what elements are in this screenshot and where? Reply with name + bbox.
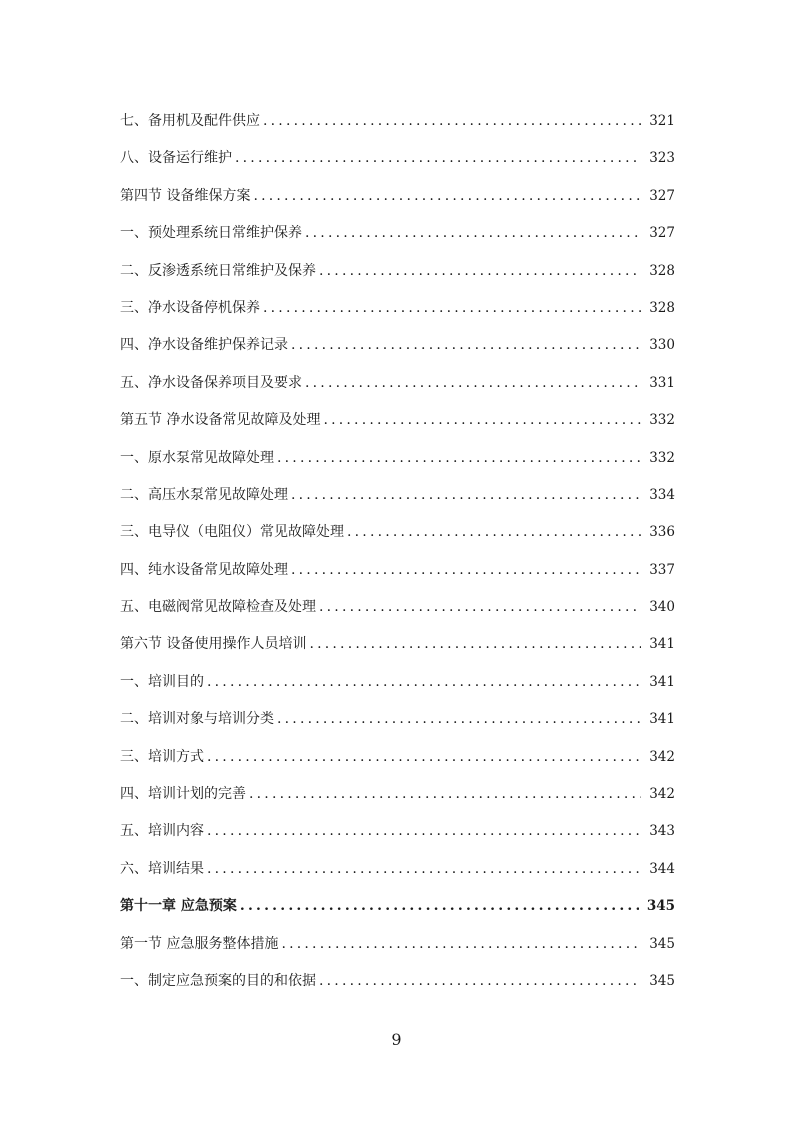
toc-entry-label: 四、纯水设备常见故障处理 bbox=[120, 561, 288, 578]
toc-entry-page: 321 bbox=[649, 113, 675, 129]
toc-entry[interactable] bbox=[120, 931, 675, 968]
toc-entry[interactable] bbox=[120, 258, 675, 295]
dot-leader bbox=[320, 407, 641, 433]
dot-leader bbox=[204, 744, 641, 770]
toc-entry[interactable] bbox=[120, 594, 675, 631]
dot-leader bbox=[316, 594, 641, 620]
toc-entry[interactable] bbox=[120, 781, 675, 818]
toc-entry-page: 328 bbox=[649, 299, 675, 316]
dot-leader bbox=[302, 220, 641, 246]
toc-entry[interactable] bbox=[120, 220, 675, 257]
dot-leader bbox=[288, 557, 641, 583]
dot-leader bbox=[204, 669, 641, 695]
page-number: 9 bbox=[391, 1030, 402, 1049]
dot-leader bbox=[260, 295, 641, 321]
dot-leader bbox=[288, 482, 641, 508]
dot-leader bbox=[288, 332, 641, 358]
toc-entry-page: 332 bbox=[649, 412, 675, 429]
toc-entry-chapter[interactable] bbox=[120, 893, 675, 930]
dot-leader bbox=[278, 931, 641, 957]
toc-entry-label: 第十一章 应急预案 bbox=[120, 898, 237, 915]
toc-entry-label: 第五节 净水设备常见故障及处理 bbox=[120, 412, 321, 429]
dot-leader bbox=[316, 968, 641, 994]
toc-entry-label: 第四节 设备维保方案 bbox=[120, 187, 251, 204]
toc-entry[interactable] bbox=[120, 482, 675, 519]
dot-leader bbox=[316, 258, 641, 284]
toc-entry-label: 一、培训目的 bbox=[120, 673, 204, 690]
toc-entry[interactable] bbox=[120, 145, 675, 182]
toc-entry-label: 二、反渗透系统日常维护及保养 bbox=[120, 262, 316, 279]
toc-entry-label: 四、净水设备维护保养记录 bbox=[120, 337, 288, 354]
toc-entry-label: 一、制定应急预案的目的和依据 bbox=[120, 972, 316, 989]
toc-entry[interactable] bbox=[120, 183, 675, 220]
toc-entry-page: 336 bbox=[649, 524, 675, 541]
toc-entry[interactable] bbox=[120, 631, 675, 668]
toc-entry-label: 第一节 应急服务整体措施 bbox=[120, 935, 279, 952]
toc-entry[interactable] bbox=[120, 108, 675, 145]
toc-entry-page: 327 bbox=[649, 225, 675, 242]
toc-entry[interactable] bbox=[120, 669, 675, 706]
toc-entry[interactable] bbox=[120, 557, 675, 594]
toc-entry-label: 第六节 设备使用操作人员培训 bbox=[120, 636, 307, 653]
toc-entry-page: 334 bbox=[649, 486, 675, 503]
toc-entry[interactable] bbox=[120, 744, 675, 781]
toc-entry-label: 一、预处理系统日常维护保养 bbox=[120, 225, 302, 242]
toc-entry-page: 327 bbox=[649, 187, 675, 204]
dot-leader bbox=[302, 370, 641, 396]
toc-entry-label: 六、培训结果 bbox=[120, 860, 204, 877]
table-of-contents bbox=[120, 108, 675, 1005]
toc-entry-label: 二、高压水泵常见故障处理 bbox=[120, 486, 288, 503]
toc-entry-page: 341 bbox=[649, 711, 675, 728]
dot-leader bbox=[306, 631, 641, 657]
dot-leader bbox=[246, 781, 641, 807]
toc-entry-page: 328 bbox=[649, 262, 675, 279]
dot-leader bbox=[237, 893, 639, 919]
dot-leader bbox=[344, 519, 641, 545]
toc-entry[interactable] bbox=[120, 519, 675, 556]
toc-entry-page: 337 bbox=[649, 561, 675, 578]
dot-leader bbox=[232, 145, 641, 171]
toc-entry[interactable] bbox=[120, 370, 675, 407]
toc-entry-label: 二、培训对象与培训分类 bbox=[120, 711, 274, 728]
dot-leader bbox=[274, 706, 641, 732]
toc-entry-page: 331 bbox=[649, 374, 675, 391]
toc-entry-label: 五、培训内容 bbox=[120, 823, 204, 840]
toc-entry-page: 344 bbox=[649, 860, 675, 877]
toc-entry-page: 332 bbox=[649, 449, 675, 466]
toc-entry-page: 342 bbox=[649, 786, 675, 803]
dot-leader bbox=[260, 108, 641, 134]
toc-entry[interactable] bbox=[120, 445, 675, 482]
dot-leader bbox=[204, 818, 641, 844]
toc-entry-page: 342 bbox=[649, 748, 675, 765]
toc-entry[interactable] bbox=[120, 968, 675, 1005]
toc-entry-page: 330 bbox=[649, 337, 675, 354]
toc-entry-page: 341 bbox=[649, 636, 675, 653]
toc-entry-page: 323 bbox=[649, 150, 675, 167]
toc-entry-label: 三、净水设备停机保养 bbox=[120, 299, 260, 316]
toc-entry[interactable] bbox=[120, 856, 675, 893]
toc-entry-label: 五、净水设备保养项目及要求 bbox=[120, 374, 302, 391]
toc-entry-label: 三、电导仪（电阻仪）常见故障处理 bbox=[120, 524, 344, 541]
toc-entry-label: 七、备用机及配件供应 bbox=[120, 113, 260, 129]
toc-entry[interactable] bbox=[120, 332, 675, 369]
toc-entry[interactable] bbox=[120, 295, 675, 332]
toc-entry-page: 345 bbox=[649, 972, 675, 989]
toc-entry-label: 五、电磁阀常见故障检查及处理 bbox=[120, 599, 316, 616]
toc-entry-label: 三、培训方式 bbox=[120, 748, 204, 765]
dot-leader bbox=[250, 183, 641, 209]
toc-entry-page: 345 bbox=[649, 935, 675, 952]
toc-entry[interactable] bbox=[120, 407, 675, 444]
toc-entry-label: 一、原水泵常见故障处理 bbox=[120, 449, 274, 466]
toc-entry-label: 八、设备运行维护 bbox=[120, 150, 232, 167]
dot-leader bbox=[274, 445, 641, 471]
toc-entry[interactable] bbox=[120, 818, 675, 855]
toc-entry-label: 四、培训计划的完善 bbox=[120, 786, 246, 803]
toc-entry-page: 340 bbox=[649, 599, 675, 616]
toc-entry-page: 341 bbox=[649, 673, 675, 690]
toc-entry-page: 343 bbox=[649, 823, 675, 840]
dot-leader bbox=[204, 856, 641, 882]
toc-entry[interactable] bbox=[120, 706, 675, 743]
toc-entry-page: 345 bbox=[646, 898, 675, 915]
